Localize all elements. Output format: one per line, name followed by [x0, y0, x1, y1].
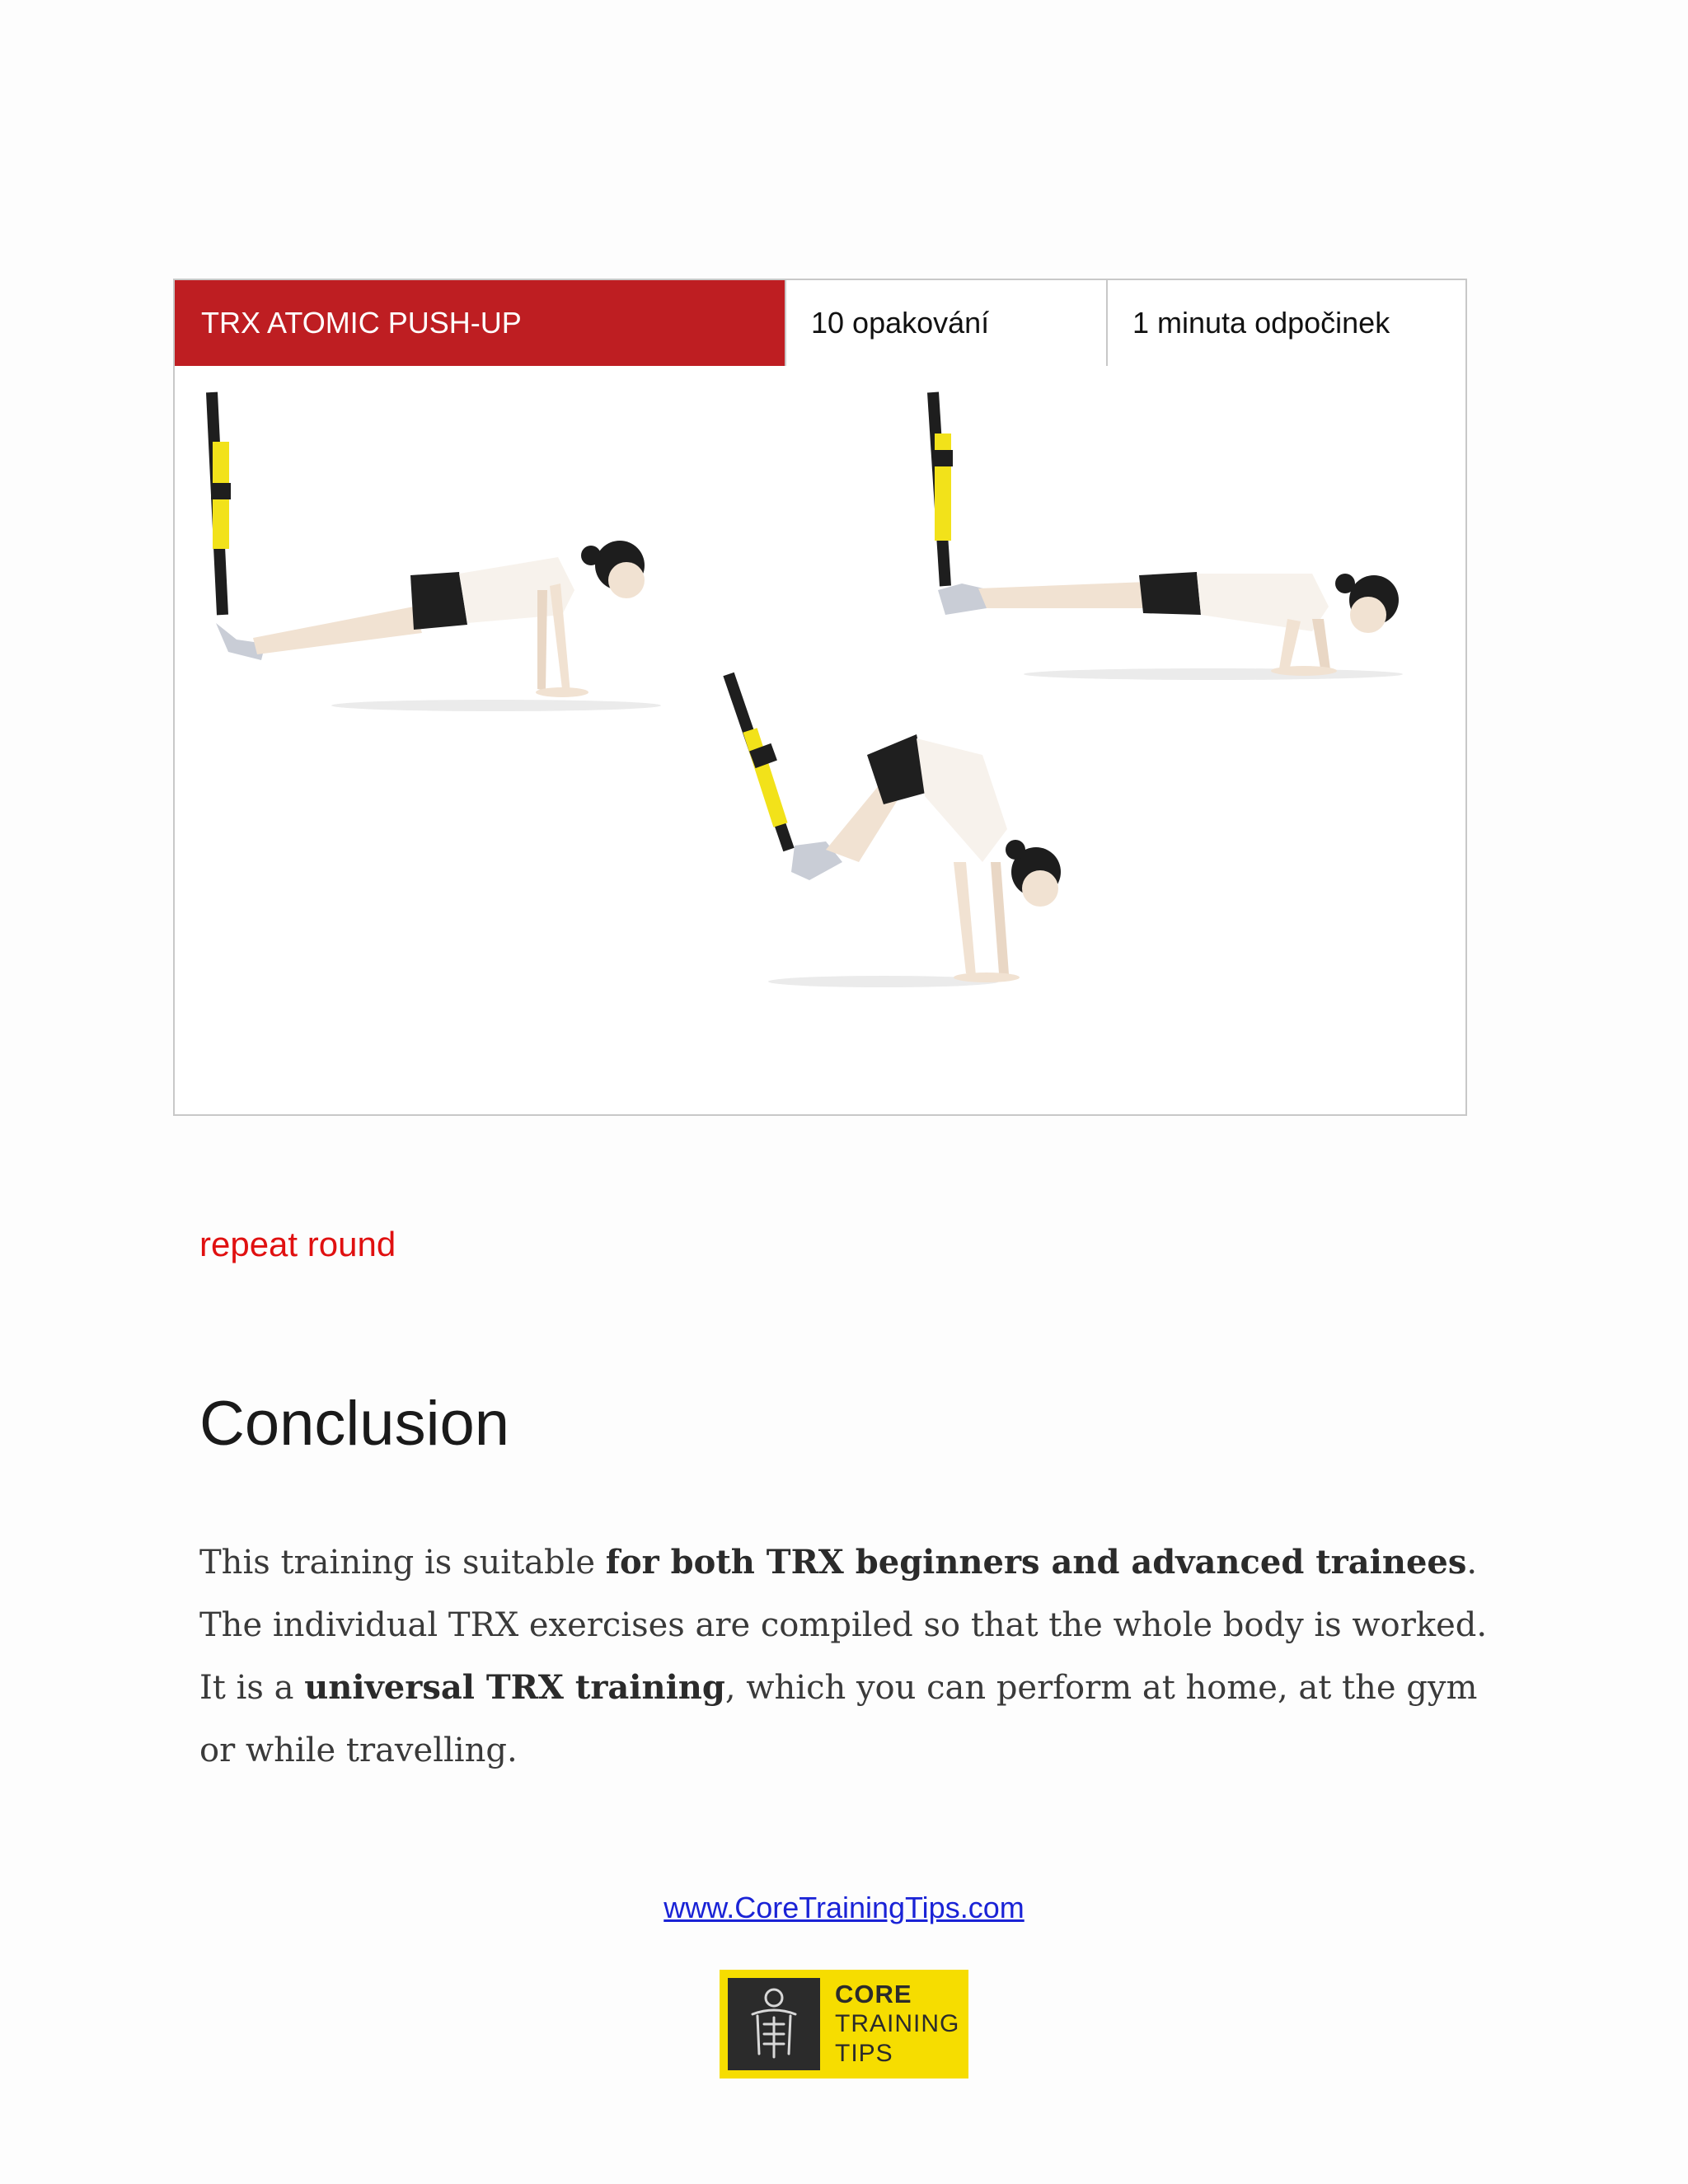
exercise-card [173, 279, 1467, 1116]
torso-logo-icon [728, 1978, 820, 2070]
website-link[interactable]: www.CoreTrainingTips.com [663, 1891, 1025, 1924]
logo-wordmark [835, 1980, 959, 2069]
exercise-name: TRX ATOMIC PUSH-UP [175, 280, 785, 366]
conclusion-heading: Conclusion [199, 1389, 509, 1459]
exercise-rest: 1 minuta odpočinek [1106, 280, 1465, 366]
logo-line-tips: TIPS [835, 2040, 893, 2067]
conclusion-bold-1: for both TRX beginners and advanced trainees [605, 1543, 1467, 1582]
conclusion-paragraph [199, 1531, 1518, 1782]
core-training-tips-logo [720, 1970, 968, 2079]
conclusion-text-3-end: , which you can perform at home, at the gym or while travelling. [199, 1669, 1478, 1769]
conclusion-text-1: This training is suitable [199, 1544, 606, 1582]
conclusion-text-3: It is a [199, 1669, 305, 1707]
conclusion-text-1-end: . [1466, 1544, 1478, 1582]
exercise-header-row [175, 280, 1465, 369]
conclusion-bold-2: universal TRX training [304, 1668, 725, 1707]
repeat-round-note: repeat round [199, 1225, 396, 1263]
conclusion-text-2: The individual TRX exercises are compiled so that the whole body is worked. [199, 1606, 1488, 1644]
logo-line-core: CORE [835, 1980, 912, 2008]
exercise-reps: 10 opakování [785, 280, 1106, 366]
exercise-illustration [175, 368, 1465, 1114]
logo-line-training: TRAINING [835, 2010, 960, 2037]
